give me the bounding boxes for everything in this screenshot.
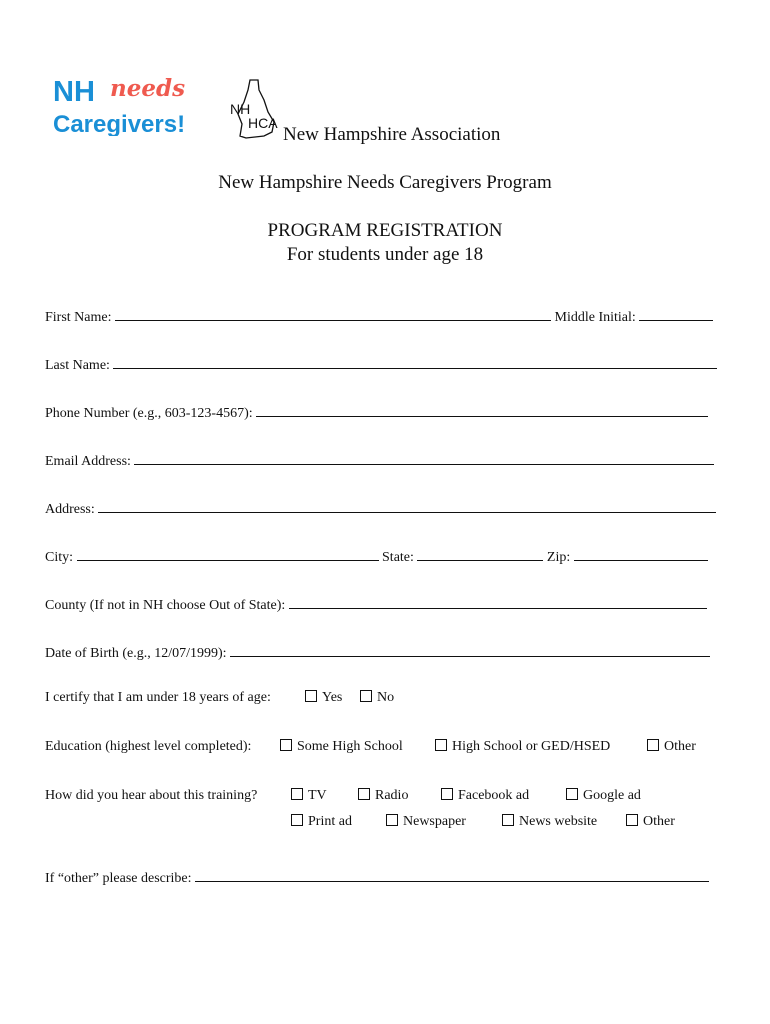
logo-nh-text: NH xyxy=(53,76,95,108)
logo-needs-text: needs xyxy=(110,75,186,102)
certify-label: I certify that I am under 18 years of age: xyxy=(45,690,271,705)
first-name-label: First Name: xyxy=(45,310,112,325)
state-field[interactable] xyxy=(417,546,543,561)
checkbox[interactable] xyxy=(358,788,370,800)
checkbox[interactable] xyxy=(386,814,398,826)
nhhca-logo xyxy=(228,78,286,144)
checkbox[interactable] xyxy=(305,690,317,702)
other-describe-row xyxy=(45,867,709,887)
email-row xyxy=(45,450,714,470)
hear-print-option[interactable] xyxy=(291,814,352,830)
education-label: Education (highest level completed): xyxy=(45,739,252,754)
option-label: Other xyxy=(643,814,675,829)
logo-caregivers-text: Caregivers! xyxy=(53,111,186,136)
nh-needs-caregivers-logo xyxy=(50,70,192,136)
city-label: City: xyxy=(45,550,74,565)
email-field[interactable] xyxy=(134,450,714,465)
checkbox[interactable] xyxy=(280,739,292,751)
hear-google-option[interactable] xyxy=(566,788,641,804)
certify-no-option[interactable] xyxy=(360,690,394,706)
other-describe-label: If “other” please describe: xyxy=(45,871,192,886)
option-label: Facebook ad xyxy=(458,788,530,803)
checkbox[interactable] xyxy=(502,814,514,826)
middle-initial-field[interactable] xyxy=(639,306,713,321)
program-name: New Hampshire Needs Caregivers Program xyxy=(218,172,552,193)
education-hs-ged-option[interactable] xyxy=(435,739,610,755)
middle-initial-label: Middle Initial: xyxy=(554,310,636,325)
last-name-field[interactable] xyxy=(113,354,717,369)
county-field[interactable] xyxy=(289,594,707,609)
hear-radio-option[interactable] xyxy=(358,788,408,804)
option-label: High School or GED/HSED xyxy=(452,739,611,754)
option-label: News website xyxy=(519,814,598,829)
checkbox[interactable] xyxy=(435,739,447,751)
hear-other-option[interactable] xyxy=(626,814,675,830)
zip-field[interactable] xyxy=(574,546,708,561)
association-name: New Hampshire Association xyxy=(283,124,501,145)
option-label: Yes xyxy=(322,690,343,705)
email-label: Email Address: xyxy=(45,454,131,469)
phone-label: Phone Number (e.g., 603-123-4567): xyxy=(45,406,253,421)
checkbox[interactable] xyxy=(441,788,453,800)
checkbox[interactable] xyxy=(647,739,659,751)
education-other-option[interactable] xyxy=(647,739,696,755)
address-row xyxy=(45,498,716,518)
checkbox[interactable] xyxy=(291,814,303,826)
checkbox[interactable] xyxy=(360,690,372,702)
checkbox[interactable] xyxy=(291,788,303,800)
phone-row xyxy=(45,402,708,422)
phone-field[interactable] xyxy=(256,402,708,417)
form-subtitle: For students under age 18 xyxy=(286,244,484,265)
address-label: Address: xyxy=(45,502,95,517)
option-label: No xyxy=(377,690,395,705)
zip-label: Zip: xyxy=(546,550,571,565)
county-label: County (If not in NH choose Out of State): xyxy=(45,598,286,613)
last-name-label: Last Name: xyxy=(45,358,110,373)
logo-nh-letters: NH xyxy=(230,101,251,117)
hear-newspaper-option[interactable] xyxy=(386,814,466,830)
county-row xyxy=(45,594,707,614)
option-label: TV xyxy=(308,788,327,803)
option-label: Google ad xyxy=(583,788,641,803)
hear-news-website-option[interactable] xyxy=(502,814,597,830)
certify-yes-option[interactable] xyxy=(305,690,342,706)
checkbox[interactable] xyxy=(566,788,578,800)
other-describe-field[interactable] xyxy=(195,867,709,882)
city-field[interactable] xyxy=(77,546,379,561)
city-state-zip-row xyxy=(45,546,708,566)
education-some-hs-option[interactable] xyxy=(280,739,403,755)
state-label: State: xyxy=(382,550,414,565)
logo-hca-letters: HCA xyxy=(248,115,278,131)
dob-field[interactable] xyxy=(230,642,710,657)
option-label: Some High School xyxy=(297,739,403,754)
option-label: Print ad xyxy=(308,814,352,829)
first-name-row xyxy=(45,306,713,326)
hear-label: How did you hear about this training? xyxy=(45,788,258,803)
option-label: Radio xyxy=(375,788,409,803)
checkbox[interactable] xyxy=(626,814,638,826)
dob-label: Date of Birth (e.g., 12/07/1999): xyxy=(45,646,227,661)
last-name-row xyxy=(45,354,717,374)
hear-facebook-option[interactable] xyxy=(441,788,529,804)
option-label: Other xyxy=(664,739,696,754)
hear-tv-option[interactable] xyxy=(291,788,327,804)
address-field[interactable] xyxy=(98,498,716,513)
option-label: Newspaper xyxy=(403,814,466,829)
form-title: PROGRAM REGISTRATION xyxy=(267,220,503,241)
first-name-field[interactable] xyxy=(115,306,551,321)
dob-row xyxy=(45,642,710,662)
